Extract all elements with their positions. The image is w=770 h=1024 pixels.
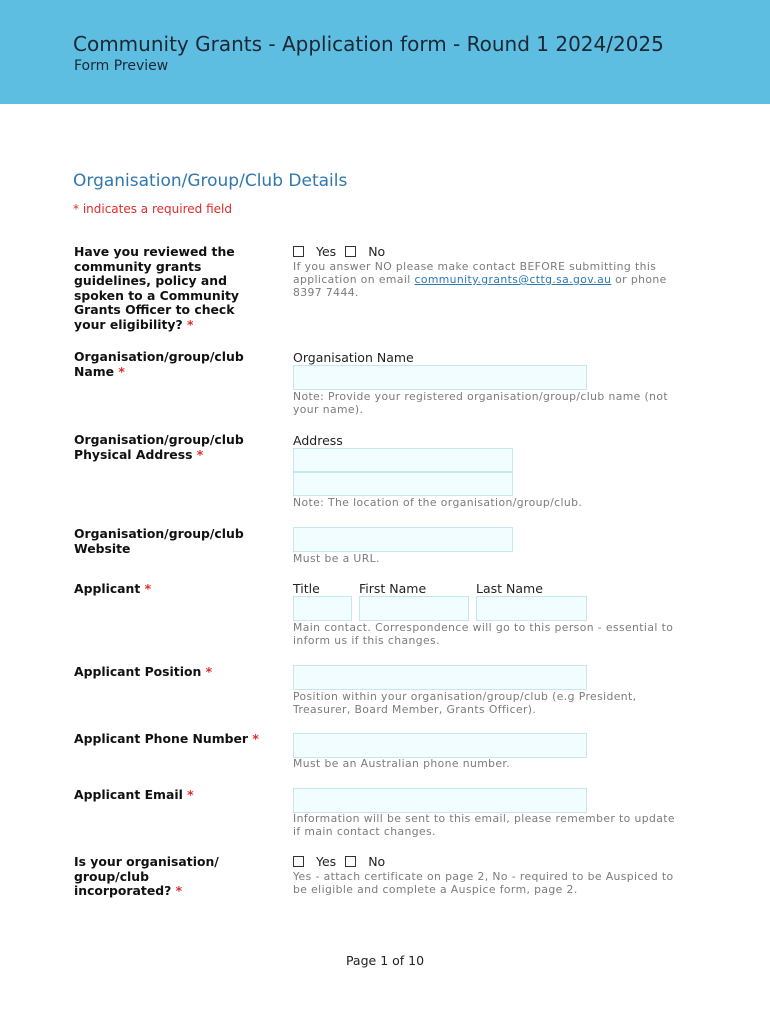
first-name-field-label: First Name (359, 581, 427, 596)
applicant-hint: Main contact. Correspondence will go to this person - essential to inform us if this changes. (293, 621, 674, 647)
email-input[interactable] (293, 788, 587, 813)
last-name-field-label: Last Name (476, 581, 543, 596)
page-number: Page 1 of 10 (345, 953, 425, 968)
phone-hint: Must be an Australian phone number. (293, 757, 511, 770)
address-line2-input[interactable] (293, 472, 513, 496)
question-text: Applicant (74, 581, 141, 596)
org-name-hint: Note: Provide your registered organisation/group/club name (not your name). (293, 390, 669, 416)
required-asterisk: * (175, 883, 183, 899)
incorporated-yes-checkbox[interactable] (293, 856, 304, 867)
address-field-label: Address (293, 433, 343, 448)
question-text: Applicant Phone Number (74, 731, 249, 746)
hint-text: or phone 8397 7444. (293, 273, 667, 299)
title-input[interactable] (293, 596, 352, 621)
hint-text: If you answer NO please make contact BEFORE submitting this application on email (293, 260, 657, 286)
question-text: Applicant Email (74, 787, 183, 802)
question-org-name-label (74, 350, 264, 379)
reviewed-yes-label: Yes (316, 244, 337, 259)
title-field-label: Title (293, 581, 320, 596)
reviewed-no-checkbox[interactable] (345, 246, 356, 257)
required-asterisk: * (252, 731, 259, 746)
reviewed-yes-checkbox[interactable] (293, 246, 304, 257)
required-asterisk: * (196, 446, 204, 462)
question-reviewed-label (74, 245, 264, 333)
position-input[interactable] (293, 665, 587, 690)
reviewed-hint (293, 260, 683, 299)
required-asterisk: * (118, 363, 125, 379)
org-name-input[interactable] (293, 365, 587, 390)
question-position-label (74, 665, 264, 680)
question-text: Is your organisation/ group/club incorporated? (74, 854, 219, 899)
org-name-field-label: Organisation Name (293, 350, 414, 365)
question-text: Organisation/group/club Name (74, 349, 244, 379)
position-hint: Position within your organisation/group/club (e.g President, Treasurer, Board Member, Grants Officer). (293, 690, 637, 716)
email-hint: Information will be sent to this email, please remember to update if main contact changes. (293, 812, 675, 838)
question-applicant-label (74, 582, 264, 597)
website-input[interactable] (293, 527, 513, 552)
required-asterisk: * (186, 316, 194, 332)
form-subtitle: Form Preview (74, 58, 169, 74)
question-incorporated-label (74, 855, 249, 899)
section-title: Organisation/Group/Club Details (73, 171, 348, 191)
question-email-label (74, 788, 264, 803)
reviewed-options (293, 244, 394, 259)
question-address-label (74, 433, 264, 462)
phone-input[interactable] (293, 733, 587, 758)
required-asterisk: * (205, 664, 213, 679)
grants-email-link[interactable]: community.grants@cttg.sa.gov.au (414, 273, 612, 286)
last-name-input[interactable] (476, 596, 587, 621)
question-website-label (74, 527, 264, 556)
incorporated-no-label: No (368, 854, 386, 869)
required-field-note: * indicates a required field (73, 202, 232, 216)
first-name-input[interactable] (359, 596, 469, 621)
incorporated-hint: Yes - attach certificate on page 2, No - required to be Auspiced to be eligible and complete a Auspice form, page 2. (293, 870, 674, 896)
required-asterisk: * (187, 787, 194, 802)
question-text: Have you reviewed the community grants guidelines, policy and spoken to a Community Grants Officer to check your eligibility? (74, 244, 239, 332)
question-text: Organisation/group/club Physical Address (74, 432, 244, 462)
required-asterisk: * (144, 581, 152, 596)
question-phone-label (74, 732, 274, 747)
question-text: Organisation/group/club Website (74, 526, 244, 556)
incorporated-options (293, 854, 394, 869)
address-line1-input[interactable] (293, 448, 513, 472)
website-hint: Must be a URL. (293, 552, 380, 565)
form-title: Community Grants - Application form - Round 1 2024/2025 (73, 32, 664, 56)
header-banner (0, 0, 770, 104)
question-text: Applicant Position (74, 664, 202, 679)
reviewed-no-label: No (368, 244, 386, 259)
incorporated-no-checkbox[interactable] (345, 856, 356, 867)
incorporated-yes-label: Yes (316, 854, 337, 869)
address-hint: Note: The location of the organisation/group/club. (293, 496, 583, 509)
